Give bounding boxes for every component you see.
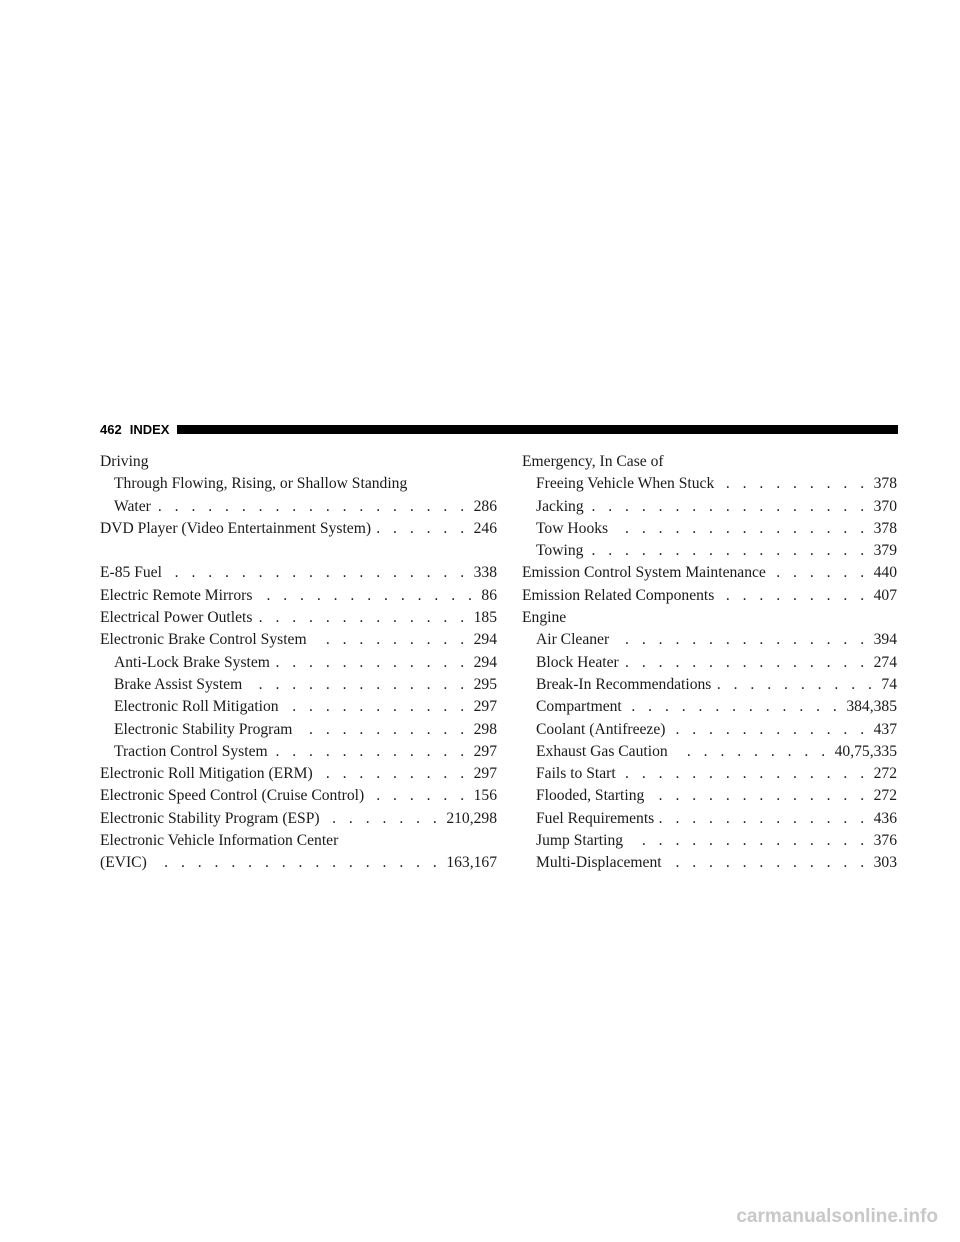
entry-text: Electric Remote Mirrors [100, 586, 253, 604]
entry-text: Electronic Brake Control System [100, 631, 307, 649]
entry-text: Block Heater [536, 653, 619, 671]
index-entry [100, 763, 497, 785]
index-entry [100, 518, 497, 540]
entry-page-number: 74 [881, 675, 897, 693]
dot-leader [614, 629, 868, 651]
dot-leader [673, 741, 830, 763]
dot-leader [627, 696, 842, 718]
dot-leader [716, 674, 876, 696]
entry-text: Air Cleaner [536, 631, 610, 649]
dot-leader [667, 852, 869, 874]
entry-text: Flooded, Starting [536, 787, 645, 805]
dot-leader [588, 540, 868, 562]
index-subentry [522, 830, 897, 852]
entry-text: Electronic Stability Program [114, 720, 293, 738]
entry-text: Electronic Vehicle Information Center [100, 832, 339, 850]
entry-text: Electronic Roll Mitigation [114, 698, 279, 716]
entry-page-number: 378 [873, 519, 897, 537]
entry-text: DVD Player (Video Entertainment System) [100, 519, 372, 537]
dot-leader [284, 696, 469, 718]
entry-page-number: 297 [473, 742, 497, 760]
entry-text: Brake Assist System [114, 675, 243, 693]
entry-page-number: 378 [873, 475, 897, 493]
dot-leader [152, 852, 442, 874]
index-entry [100, 785, 497, 807]
entry-page-number: 440 [873, 564, 897, 582]
dot-leader [273, 741, 469, 763]
entry-page-number: 384,385 [846, 698, 897, 716]
entry-page-number: 338 [473, 564, 497, 582]
entry-page-number: 436 [873, 809, 897, 827]
entry-text: Traction Control System [114, 742, 268, 760]
entry-text: Towing [536, 542, 584, 560]
entry-text: Jump Starting [536, 832, 624, 850]
index-subentry [522, 652, 897, 674]
index-subentry [100, 496, 497, 518]
dot-leader [257, 607, 468, 629]
index-subentry [522, 540, 897, 562]
entry-text: Engine [522, 609, 567, 627]
entry-page-number: 86 [481, 586, 497, 604]
entry-page-number: 298 [473, 720, 497, 738]
dot-leader [247, 674, 468, 696]
entry-page-number: 303 [873, 854, 897, 872]
entry-page-number: 295 [473, 675, 497, 693]
entry-page-number: 156 [473, 787, 497, 805]
entry-page-number: 246 [473, 519, 497, 537]
index-subentry [100, 696, 497, 718]
entry-text: Coolant (Antifreeze) [536, 720, 666, 738]
index-subentry [522, 629, 897, 651]
dot-leader [670, 719, 868, 741]
dot-leader [719, 473, 868, 495]
index-entry [522, 562, 897, 584]
page-header [100, 418, 898, 440]
entry-text: Electronic Speed Control (Cruise Control) [100, 787, 365, 805]
entry-text: Emergency, In Case of [522, 453, 664, 470]
index-entry [100, 808, 497, 830]
dot-leader [167, 562, 469, 584]
index-subentry [522, 473, 897, 495]
entry-text: Freeing Vehicle When Stuck [536, 475, 715, 493]
dot-leader [257, 585, 476, 607]
dot-leader [369, 785, 468, 807]
index-entry [522, 585, 897, 607]
entry-text: Tow Hooks [536, 519, 609, 537]
entry-page-number: 379 [873, 542, 897, 560]
dot-leader [376, 518, 469, 540]
index-subentry [522, 696, 897, 718]
entry-page-number: 297 [473, 765, 497, 783]
watermark: carmanualsonline.info [736, 1206, 938, 1227]
index-subentry [522, 719, 897, 741]
index-entry [522, 451, 897, 473]
index-entry [522, 607, 897, 629]
entry-text: Electronic Roll Mitigation (ERM) [100, 765, 313, 783]
entry-text: Electronic Stability Program (ESP) [100, 809, 320, 827]
entry-page-number: 294 [473, 631, 497, 649]
index-subentry [100, 719, 497, 741]
index-subentry [522, 808, 897, 830]
entry-text: Emission Related Components [522, 586, 715, 604]
entry-page-number: 40,75,335 [834, 742, 897, 760]
entry-text: E-85 Fuel [100, 564, 162, 582]
entry-page-number: 394 [873, 631, 897, 649]
entry-text: Water [114, 497, 151, 515]
dot-leader [613, 518, 868, 540]
entry-text: Anti-Lock Brake System [114, 653, 270, 671]
entry-page-number: 437 [873, 720, 897, 738]
index-subentry [522, 496, 897, 518]
index-entry [100, 451, 497, 473]
entry-text: Jacking [536, 497, 584, 515]
dot-leader [649, 785, 868, 807]
entry-page-number: 407 [873, 586, 897, 604]
entry-text: Driving [100, 453, 149, 470]
dot-leader [719, 585, 868, 607]
index-column-right [522, 451, 897, 875]
entry-page-number: 370 [873, 497, 897, 515]
dot-leader [318, 763, 469, 785]
entry-page-number: 286 [473, 497, 497, 515]
entry-text: Through Flowing, Rising, or Shallow Standing [114, 475, 408, 493]
entry-text: Multi-Displacement [536, 854, 662, 872]
index-subentry [522, 674, 897, 696]
entry-text: Compartment [536, 698, 622, 716]
dot-leader [628, 830, 869, 852]
index-subentry [100, 741, 497, 763]
dot-leader [312, 629, 469, 651]
index-entry [100, 830, 497, 852]
header-rule [177, 425, 898, 434]
dot-leader [659, 808, 868, 830]
index-subentry [522, 785, 897, 807]
index-subentry [100, 674, 497, 696]
dot-leader [771, 562, 869, 584]
entry-text: Electrical Power Outlets [100, 609, 253, 627]
index-subentry [522, 741, 897, 763]
dot-leader [156, 496, 469, 518]
entry-text: Fuel Requirements [536, 809, 655, 827]
entry-text: Fails to Start [536, 765, 616, 783]
index-subentry [522, 763, 897, 785]
index-subentry [100, 652, 497, 674]
index-spacer [100, 540, 497, 562]
index-subentry [522, 518, 897, 540]
entry-page-number: 163,167 [446, 854, 497, 872]
index-entry [100, 562, 497, 584]
index-entry [100, 585, 497, 607]
dot-leader [325, 808, 442, 830]
entry-page-number: 297 [473, 698, 497, 716]
entry-text: (EVIC) [100, 854, 147, 872]
dot-leader [624, 652, 869, 674]
entry-text: Exhaust Gas Caution [536, 742, 668, 760]
entry-page-number: 376 [873, 832, 897, 850]
dot-leader [297, 719, 468, 741]
entry-page-number: 185 [473, 609, 497, 627]
dot-leader [621, 763, 869, 785]
section-title: INDEX [129, 421, 170, 437]
entry-page-number: 272 [873, 787, 897, 805]
dot-leader [275, 652, 469, 674]
index-entry [100, 607, 497, 629]
entry-page-number: 274 [873, 653, 897, 671]
dot-leader [589, 496, 869, 518]
entry-page-number: 210,298 [446, 809, 497, 827]
entry-page-number: 272 [873, 765, 897, 783]
page-number: 462 [100, 421, 122, 437]
index-subentry [522, 852, 897, 874]
index-entry [100, 629, 497, 651]
index-subentry [100, 473, 497, 495]
entry-text: Break-In Recommendations [536, 675, 712, 693]
index-column-left [100, 451, 497, 875]
entry-text: Emission Control System Maintenance [522, 564, 766, 582]
index-entry [100, 852, 497, 874]
entry-page-number: 294 [473, 653, 497, 671]
